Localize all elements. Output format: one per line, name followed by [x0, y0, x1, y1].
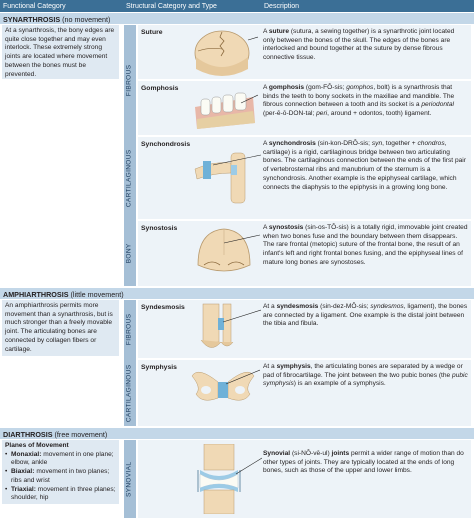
fibrous-label-1: FIBROUS	[125, 64, 133, 96]
diarthrosis-band	[0, 428, 474, 439]
synostosis-description: A synostosis (sin-os-TŌ-sis) is a totally rigid, immovable joint created when two bones fuse and the boundary between them disappears. The rare frontal (metopic) suture of the frontal bone, the result of an infant's left and right frontal bones fusing, and the epiphyseal lines of mature long bones are synostoses.	[263, 224, 468, 266]
synchondrosis-description: A synchondrosis (sin-kon-DRŌ-sis; syn, together + chondros, cartilage) is a rigid, cartilaginous bridge between two articulating bones. The cartilaginous connection between the ends of the first pair of vertebrosternal ribs and manubrium of the sternum is a synchondrosis. Another example is the epiphyseal cartilage, which connects the diaphysis to the epiphysis in a growing long bone.	[263, 140, 466, 191]
cartilaginous-label-1: CARTILAGINOUS	[125, 149, 133, 207]
planes-list	[5, 451, 116, 503]
diarthrosis-panel	[2, 440, 119, 504]
synovial-joint-illustration	[196, 444, 262, 514]
tibia-fibula-illustration	[193, 302, 261, 356]
syndesmosis-row	[138, 300, 471, 358]
list-item: • Triaxial: movement in three planes; shoulder, hip	[5, 486, 116, 503]
bony-label: BONY	[125, 243, 133, 264]
diarthrosis-title: DIARTHROSIS	[3, 429, 53, 439]
amphiarthrosis-band	[0, 288, 474, 299]
suture-row	[138, 25, 471, 79]
synostosis-label: Synostosis	[141, 225, 178, 232]
synovial-description: Synovial (si-NŌ-vē-ul) joints permit a wider range of motion than do other types of joints. They are typically located at the ends of long bones, such as those of the upper and lower limbs.	[263, 450, 464, 475]
syndesmosis-description: At a syndesmosis (sin-dez-MŌ-sis; syndesmos, ligament), the bones are connected by a ligament. One example is the distal joint between the tibia and fibula.	[263, 303, 468, 328]
gomphosis-row	[138, 81, 471, 135]
header-functional-category: Functional Category	[3, 3, 66, 10]
tooth-socket-illustration	[193, 85, 258, 133]
synostosis-row	[138, 221, 471, 286]
cartilaginous-label-2: CARTILAGINOUS	[125, 364, 133, 422]
gomphosis-label: Gomphosis	[141, 85, 179, 92]
amphiarthrosis-text: An amphiarthrosis permits more movement than a synarthrosis, but is much stronger than a freely movable joint. The articulating bones are connected by collagen fibers or cartilage.	[2, 300, 119, 356]
rib-sternum-illustration	[193, 147, 261, 207]
synovial-row	[138, 440, 471, 518]
diarthrosis-subtitle: (free movement)	[54, 429, 108, 439]
table-header	[0, 0, 474, 12]
amphiarthrosis-subtitle: (little movement)	[70, 289, 124, 299]
fibrous-label-2: FIBROUS	[125, 313, 133, 345]
symphysis-description: At a symphysis, the articulating bones are separated by a wedge or pad of fibrocartilage. The joint between the two pubic bones (the pubic symphysis) is an example of a symphysis.	[263, 363, 468, 388]
header-structural-category: Structural Category and Type	[126, 3, 217, 10]
gomphosis-description: A gomphosis (gom-FŌ-sis; gomphos, bolt) is a synarthrosis that binds the teeth to bony sockets in the maxillae and mandible. The fibrous connection between a tooth and its socket is a periodontal (per-ē-ō-DON-tal; peri, around + odontos, tooth) ligament.	[263, 84, 455, 118]
list-item: • Biaxial: movement in two planes; ribs and wrist	[5, 468, 116, 485]
synarthrosis-text: At a synarthrosis, the bony edges are quite close together and may even interlock. These extremely strong joints are located where movement between the bones must be prevented.	[2, 25, 119, 79]
synchondrosis-label: Synchondrosis	[141, 141, 191, 148]
skull-suture-illustration	[188, 27, 258, 77]
synarthrosis-subtitle: (no movement)	[62, 14, 111, 24]
list-item: • Monaxial: movement in one plane; elbow, ankle	[5, 451, 116, 468]
synchondrosis-row	[138, 137, 471, 219]
amphiarthrosis-title: AMPHIARTHROSIS	[3, 289, 69, 299]
header-description: Description	[264, 3, 300, 10]
planes-of-movement-title: Planes of Movement	[5, 442, 69, 449]
pubic-symphysis-illustration	[188, 364, 260, 422]
suture-label: Suture	[141, 29, 163, 36]
symphysis-label: Symphysis	[141, 364, 177, 371]
synarthrosis-band	[0, 13, 474, 24]
symphysis-row	[138, 360, 471, 426]
synarthrosis-title: SYNARTHROSIS	[3, 14, 61, 24]
synovial-label: SYNOVIAL	[125, 461, 133, 497]
frontal-bone-illustration	[190, 225, 260, 283]
syndesmosis-label: Syndesmosis	[141, 304, 185, 311]
suture-description: A suture (sutura, a sewing together) is a synarthrotic joint located only between the bones of the skull. The edges of the bones are interlocked and bound together at the suture by dense fibrous connective tissue.	[263, 28, 455, 62]
